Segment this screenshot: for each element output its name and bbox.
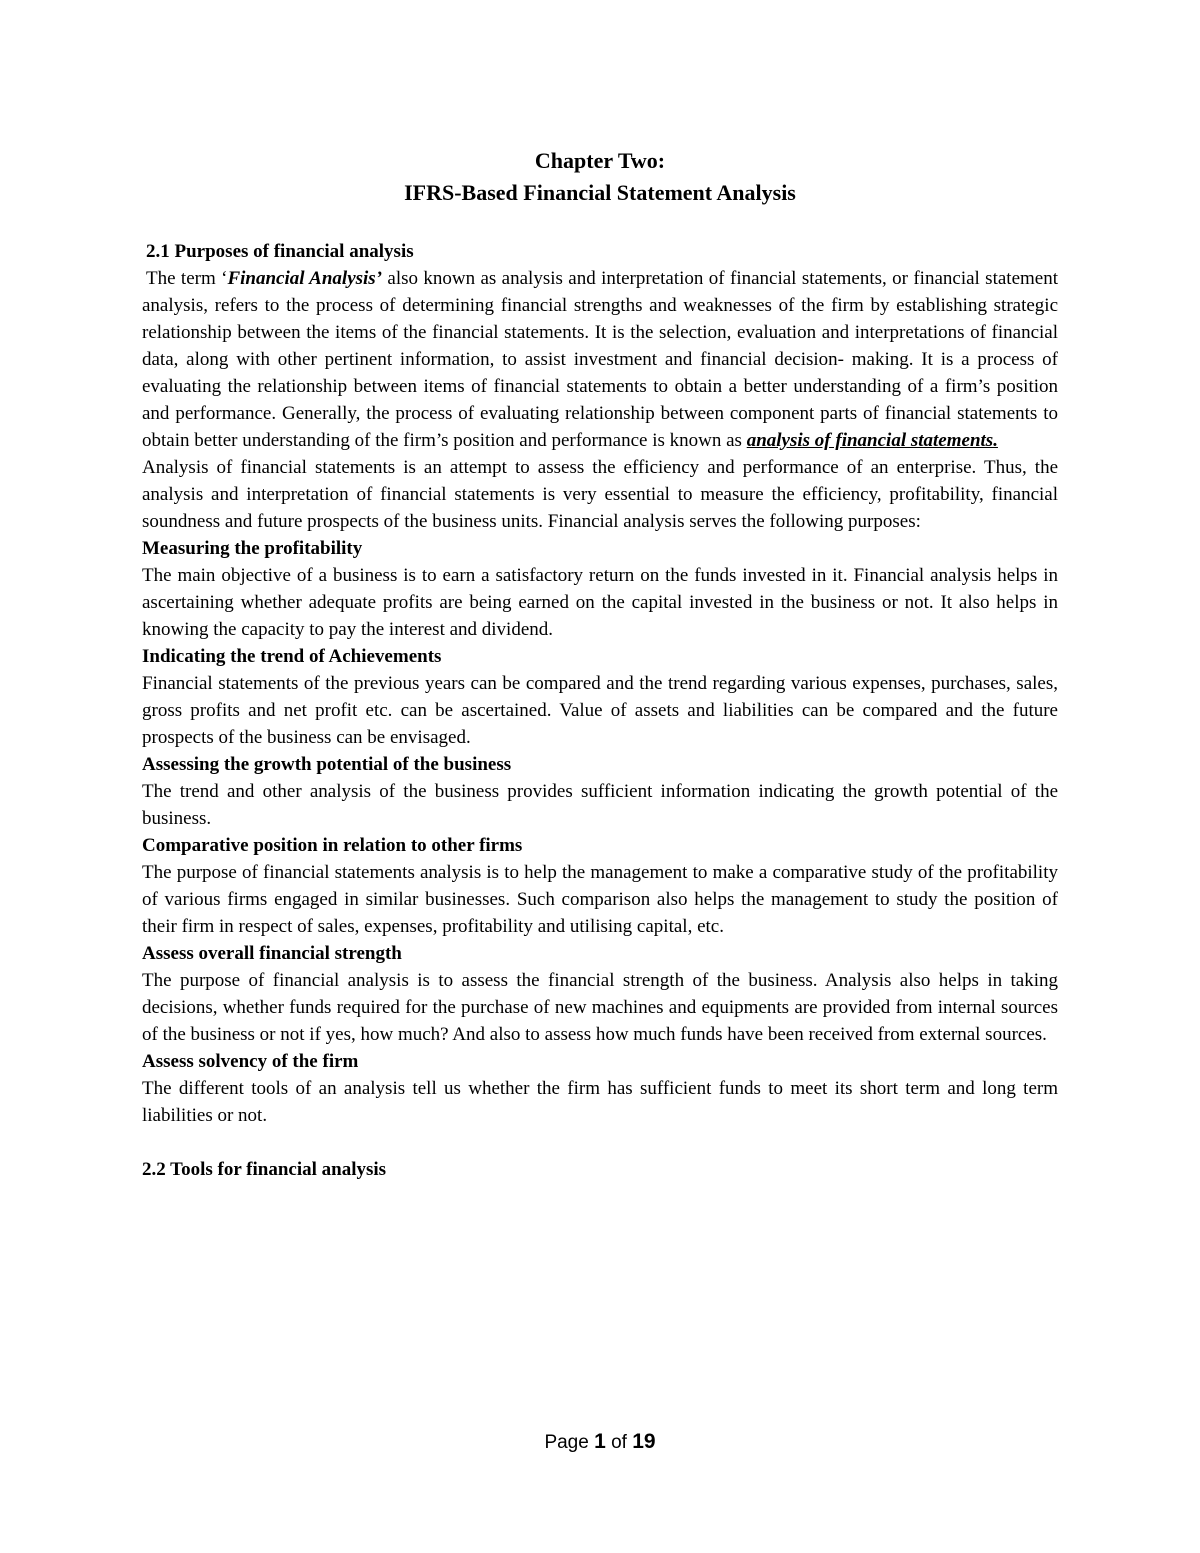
- purpose-heading: Assessing the growth potential of the business: [142, 754, 512, 775]
- purpose-text: Financial statements of the previous years can be compared and the trend regarding various expenses, purchases, sales, gross profits and net profit etc. can be ascertained. Value of assets and liabilities can be compared and the future prospects of the business can be envisaged.: [142, 673, 1058, 748]
- intro-before: The term ‘: [146, 268, 228, 289]
- chapter-subtitle: IFRS-Based Financial Statement Analysis: [404, 180, 796, 205]
- purpose-block: [142, 832, 1058, 940]
- purpose-heading: Measuring the profitability: [142, 538, 363, 559]
- purpose-heading: Indicating the trend of Achievements: [142, 646, 442, 667]
- page-number: 1: [594, 1430, 606, 1453]
- purpose-text: The trend and other analysis of the business provides sufficient information indicating the growth potential of the business.: [142, 781, 1058, 829]
- section-heading-2-1: 2.1 Purposes of financial analysis: [146, 241, 414, 262]
- chapter-title: Chapter Two:: [534, 148, 666, 173]
- page-label: Page: [544, 1432, 589, 1453]
- intro-paragraph: [142, 265, 1058, 454]
- page-content: [142, 146, 1058, 1183]
- intro-after: also known as analysis and interpretation of financial statements, or financial statement analysis, refers to the process of determining financial strengths and weaknesses of the firm by establishing strategic relationship between the items of the financial statements. It is the selection, evaluation and interpretations of financial data, along with other pertinent information, to assist investment and financial decision- making. It is a process of evaluating the relationship between items of financial statements to obtain a better understanding of a firm’s position and performance. Generally, the process of evaluating relationship between component parts of financial statements to obtain better understanding of the firm’s position and performance is known as: [142, 268, 1058, 451]
- purpose-block: [142, 940, 1058, 1048]
- purpose-text: The main objective of a business is to earn a satisfactory return on the funds invested in it. Financial analysis helps in ascertaining whether adequate profits are being earned on the capital invested in the business or not. It also helps in knowing the capacity to pay the interest and dividend.: [142, 565, 1058, 640]
- analysis-paragraph: Analysis of financial statements is an attempt to assess the efficiency and performance of an enterprise. Thus, the analysis and interpretation of financial statements is very essential to measure the efficiency, profitability, financial soundness and future prospects of the business units. Financial analysis serves the following purposes:: [142, 457, 1058, 532]
- purpose-block: [142, 643, 1058, 751]
- purpose-block: [142, 751, 1058, 832]
- of-label: of: [611, 1432, 627, 1453]
- total-pages: 19: [632, 1430, 656, 1453]
- purpose-text: The different tools of an analysis tell us whether the firm has sufficient funds to meet its short term and long term liabilities or not.: [142, 1078, 1058, 1126]
- purpose-heading: Assess solvency of the firm: [142, 1051, 359, 1072]
- intro-term: Financial Analysis’: [227, 268, 383, 289]
- purpose-heading: Comparative position in relation to other firms: [142, 835, 523, 856]
- section-heading-2-2: 2.2 Tools for financial analysis: [142, 1159, 387, 1180]
- intro-emphasis: analysis of financial statements.: [746, 430, 998, 451]
- purpose-text: The purpose of financial analysis is to assess the financial strength of the business. Analysis also helps in taking decisions, whether funds required for the purchase of new machines and equipments are provided from internal sources of the business or not if yes, how much? And also to assess how much funds have been received from external sources.: [142, 970, 1058, 1045]
- page-footer: [0, 1428, 1200, 1457]
- purpose-heading: Assess overall financial strength: [142, 943, 402, 964]
- purpose-text: The purpose of financial statements analysis is to help the management to make a comparative study of the profitability of various firms engaged in similar businesses. Such comparison also helps the management to study the position of their firm in respect of sales, expenses, profitability and utilising capital, etc.: [142, 862, 1058, 937]
- purpose-block: [142, 535, 1058, 643]
- purpose-block: [142, 1048, 1058, 1129]
